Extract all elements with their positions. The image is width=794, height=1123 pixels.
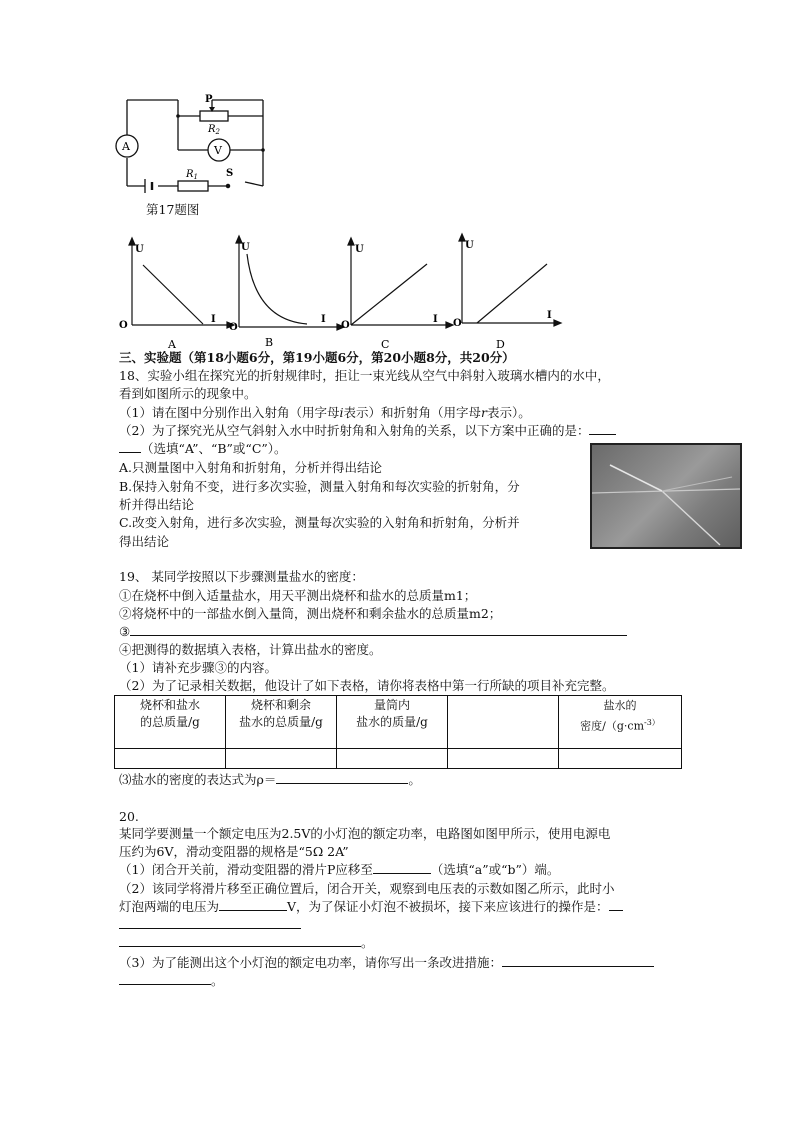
ui-graphs — [115, 232, 575, 352]
table-header-cell: 量筒内 盐水的质量/g — [337, 696, 448, 749]
q20-stem-1: 某同学要测量一个额定电压为2.5V的小灯泡的额定功率，电路图如图甲所示，使用电源电 — [119, 826, 611, 841]
table-cell[interactable] — [337, 749, 448, 769]
q19-step-3: ③ — [119, 623, 627, 641]
graph-option-d: D — [496, 338, 505, 351]
ammeter-label: A — [122, 140, 130, 153]
q18-option-b-2: 析并得出结论 — [119, 497, 195, 512]
q19-sub-3: ⑶盐水的密度的表达式为ρ＝ 。 — [119, 772, 421, 787]
q18-option-a: A.只测量图中入射角和折射角，分析并得出结论 — [119, 460, 383, 475]
q20-sub-3: （3）为了能测出这个小灯泡的额定电功率，请你写出一条改进措施： — [119, 954, 654, 972]
q18-stem-1: 18、实验小组在探究光的折射规律时，拒让一束光线从空气中斜射入玻璃水槽内的水中， — [119, 368, 610, 383]
q19-sub-1: （1）请补充步骤③的内容。 — [119, 660, 277, 675]
q20-number: 20. — [119, 809, 139, 824]
q19-step-4: ④把测得的数据填入表格，计算出盐水的密度。 — [119, 642, 382, 657]
q20-improvement-blank[interactable] — [502, 954, 654, 967]
graph-a-i-label: I — [211, 314, 216, 325]
q19-step-1: ①在烧杯中倒入适量盐水，用天平测出烧杯和盐水的总质量m1； — [119, 588, 477, 603]
graph-d-i-label: I — [547, 310, 552, 321]
q20-operation-blank-2[interactable] — [119, 916, 301, 929]
q19-data-table — [114, 695, 682, 769]
table-header-row — [115, 696, 682, 749]
q18-option-c-1: C.改变入射角，进行多次实验，测量每次实验的入射角和折射角，分析并 — [119, 515, 520, 530]
q18-sub-2: （2）为了探究光从空气斜射入水中时折射角和入射角的关系，以下方案中正确的是： — [119, 422, 616, 440]
q18-sub-1: （1）请在图中分别作出入射角（用字母i表示）和折射角（用字母r表示）。 — [119, 405, 531, 420]
graph-option-c: C — [381, 338, 390, 351]
q19-step-2: ②将烧杯中的一部盐水倒入量筒，测出烧杯和剩余盐水的总质量m2； — [119, 606, 502, 621]
table-header-cell: 盐水的 密度$/(g\cdot cm^{-3)}$ — [559, 696, 682, 749]
graph-b-i-label: I — [321, 314, 326, 325]
table-header-cell: 烧杯和盐水 的总质量/g — [115, 696, 226, 749]
table-cell[interactable] — [226, 749, 337, 769]
r2-label: $R_2$ — [208, 124, 220, 136]
circuit-diagram — [110, 90, 280, 200]
q20-sub-2-blank-line-2: 。 — [119, 934, 374, 952]
q20-sub-2-2: 灯泡两端的电压为 V，为了保证小灯泡不被损坏，接下来应该进行的操作是： — [119, 898, 623, 916]
q20-improvement-blank-2[interactable] — [119, 972, 211, 985]
q18-answer-blank[interactable] — [589, 422, 616, 435]
q20-voltage-blank[interactable] — [219, 898, 287, 911]
graph-d-u-label: U — [465, 240, 474, 251]
graph-c-u-label: U — [355, 244, 364, 255]
graph-option-b: B — [265, 336, 274, 349]
table-row — [115, 749, 682, 769]
table-cell[interactable] — [448, 749, 559, 769]
q19-stem: 19、 某同学按照以下步骤测量盐水的密度： — [119, 569, 364, 584]
q18-option-c-2: 得出结论 — [119, 534, 170, 549]
graph-c-i-label: I — [433, 314, 438, 325]
graph-c-origin: O — [341, 320, 350, 331]
q20-sub-2-1: （2）该同学将滑片移至正确位置后，闭合开关，观察到电压表的示数如图乙所示，此时小 — [119, 881, 615, 896]
slider-label: P — [205, 94, 213, 105]
q20-sub-1: （1）闭合开关前，滑动变阻器的滑片P应移至 （选填“a”或“b”）端。 — [119, 862, 560, 877]
q19-step-3-blank[interactable] — [130, 623, 627, 636]
q20-stem-2: 压约为6V，滑动变阻器的规格是“5Ω 2A” — [119, 844, 349, 859]
q18-stem-2: 看到如图所示的现象中。 — [119, 386, 257, 401]
q18-sub-2-cont: （选填“A”、“B”或“C”）。 — [119, 440, 287, 458]
switch-label: S — [226, 168, 234, 179]
graph-b-origin: O — [229, 322, 238, 333]
refraction-photo — [590, 443, 742, 549]
table-header-cell: 烧杯和剩余 盐水的总质量/g — [226, 696, 337, 749]
graph-d-origin: O — [453, 318, 462, 329]
table-cell[interactable] — [115, 749, 226, 769]
voltmeter-label: V — [214, 144, 222, 157]
table-header-blank-cell[interactable] — [448, 696, 559, 749]
graph-option-a: A — [168, 338, 176, 351]
q19-sub-2: （2）为了记录相关数据，他设计了如下表格，请你将表格中第一行所缺的项目补充完整。 — [119, 678, 615, 693]
graph-a-u-label: U — [135, 244, 144, 255]
graph-a-origin: O — [119, 320, 128, 331]
q20-slider-blank[interactable] — [373, 861, 431, 874]
q19-density-blank[interactable] — [276, 771, 408, 784]
circuit-caption: 第17题图 — [146, 202, 200, 217]
table-cell[interactable] — [559, 749, 682, 769]
q20-operation-blank[interactable] — [609, 898, 623, 911]
graph-b-u-label: U — [241, 242, 250, 253]
q20-operation-blank-3[interactable] — [119, 934, 361, 947]
q18-answer-blank-cont[interactable] — [119, 440, 141, 453]
q20-sub-2-blank-line — [119, 916, 301, 934]
q18-option-b-1: B.保持入射角不变，进行多次实验，测量入射角和每次实验的折射角，分 — [119, 479, 520, 494]
q20-sub-3-cont: 。 — [119, 972, 224, 990]
r1-label: $R_1$ — [186, 169, 198, 181]
section-heading: 三、实验题（第18小题6分，第19小题6分，第20小题8分，共20分） — [119, 350, 515, 365]
